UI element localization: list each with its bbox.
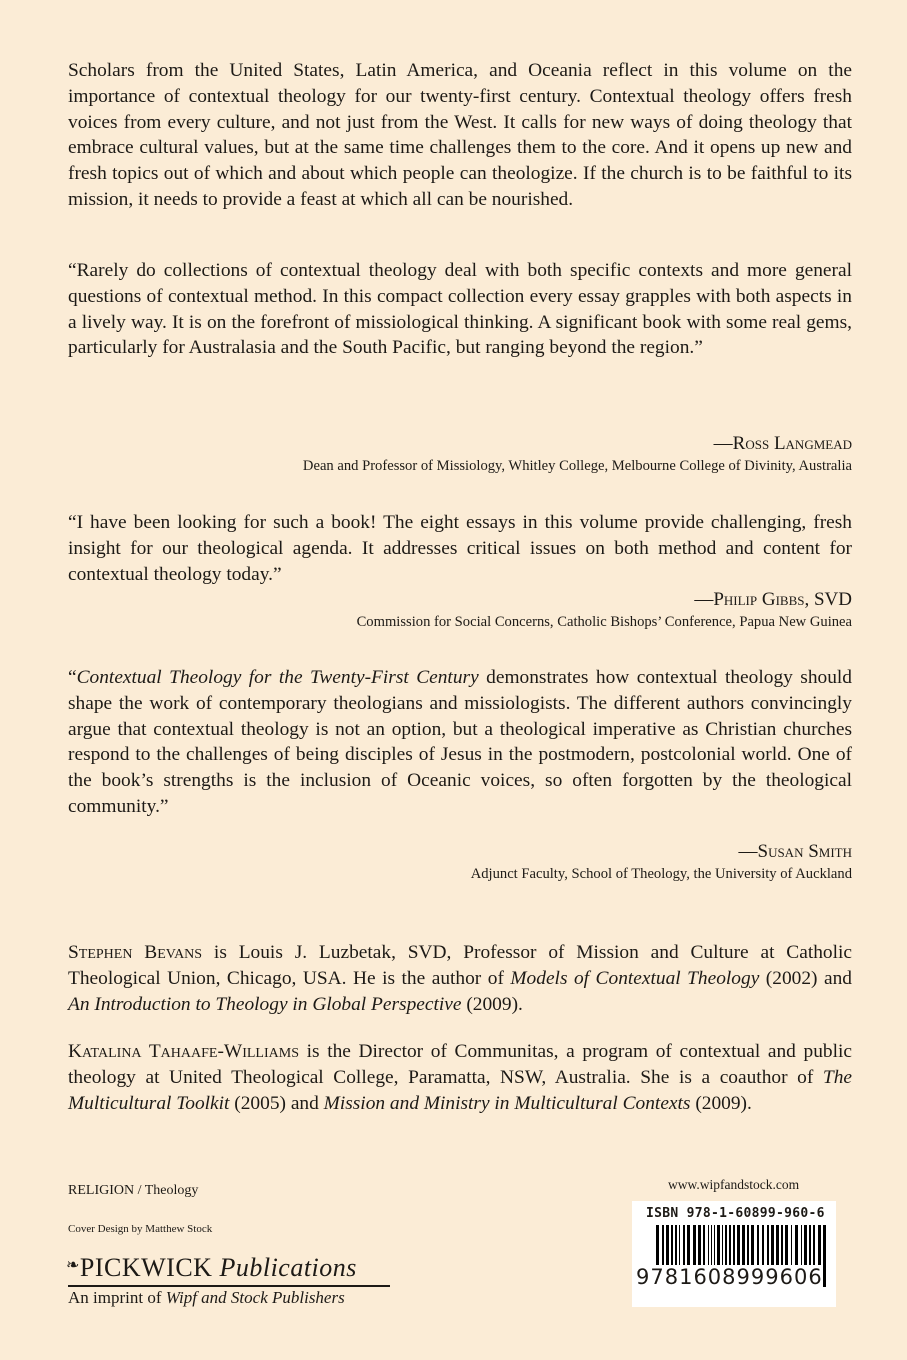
author-name: Katalina Tahaafe-Williams [68, 1041, 299, 1062]
endorser-name: —Philip Gibbs, SVD [694, 589, 852, 610]
category-label: RELIGION / Theology [68, 1183, 199, 1198]
leaf-icon: ❧ [66, 1257, 80, 1274]
barcode-digits [636, 1265, 823, 1289]
endorser-affiliation: Adjunct Faculty, School of Theology, the University of Auckland [470, 866, 852, 882]
bio-text: (2009). [690, 1092, 752, 1114]
book-description: Scholars from the United States, Latin America, and Oceania reflect in this volume on the importance of contextual theology for our twenty-first century. Contextual theology offers fresh voices from every culture, and not just from the West. It calls for new ways of doing theology that embrace cultural values, but at the same time challenges them to the core. And it opens up new and fresh topics out of which and about which people can theologize. If the church is to be faithful to its mission, it needs to provide a feast at which all can be nourished. [68, 60, 852, 210]
bio-text: (2005) and [229, 1092, 324, 1114]
publisher-name: PICKWICK [79, 1253, 213, 1282]
endorser-name: —Susan Smith [738, 841, 852, 862]
endorser-affiliation: Dean and Professor of Missiology, Whitley College, Melbourne College of Divinity, Australia [302, 458, 852, 474]
book-title: An Introduction to Theology in Global Perspective [68, 993, 462, 1015]
endorsement-attribution [471, 840, 852, 884]
endorsement-quote [68, 665, 852, 820]
bio-text: is Louis J. Luzbetak, SVD, Professor of Mission and Culture at Catholic Theological Union, Chicago, USA. He is the author of [68, 942, 853, 989]
author-bio [68, 940, 852, 1017]
book-title: The Multicultural Toolkit [68, 1066, 852, 1114]
author-name: Stephen Bevans [68, 942, 203, 963]
quote-text: demonstrates how contextual theology should shape the work of contemporary theologians and missiologists. The different authors convincingly argue that contextual theology is not an option, but a theological imperative as Christian churches respond to the challenges of being disciples of Jesus in the postmodern, postcolonial world. One of the book’s strengths is the inclusion of Oceanic voices, so often forgotten by the theological community.” [68, 667, 853, 817]
quote-mark: “ [68, 667, 77, 688]
book-title: Models of Contextual Theology [510, 967, 760, 989]
endorsement-attribution [357, 588, 852, 632]
barcode-number: 9781608999606 [636, 1265, 823, 1289]
endorsement-quote: “I have been looking for such a book! The eight essays in this volume provide challenging, fresh insight for our theological agenda. It addresses critical issues on both method and content for contextual theology today.” [68, 512, 852, 585]
publisher-url: www.wipfandstock.com [668, 1177, 800, 1192]
book-title: Mission and Ministry in Multicultural Contexts [323, 1092, 691, 1114]
cover-credit: Cover Design by Matthew Stock [68, 1223, 213, 1235]
publisher-name-italic: Publications [219, 1253, 357, 1282]
author-bio [68, 1039, 852, 1116]
bio-text: is the Director of Communitas, a program of contextual and public theology at United Theological College, Paramatta, NSW, Australia. She is a coauthor of [68, 1041, 852, 1088]
divider [68, 1285, 390, 1287]
barcode [632, 1201, 836, 1307]
barcode-bar [823, 1225, 826, 1287]
imprint-line [68, 1288, 345, 1308]
endorsement-attribution [303, 432, 852, 476]
endorser-name: —Ross Langmead [713, 433, 852, 454]
book-title: Contextual Theology for the Twenty-First Century [76, 667, 479, 688]
endorser-affiliation: Commission for Social Concerns, Catholic Bishops’ Conference, Papua New Guinea [356, 614, 852, 630]
bio-text: (2002) and [759, 967, 852, 989]
publisher-logo [66, 1253, 357, 1283]
isbn-text: ISBN 978-1-60899-960-6 [646, 1206, 825, 1221]
bio-text: (2009). [461, 993, 523, 1015]
imprint-text: An imprint of [68, 1288, 166, 1307]
imprint-publisher: Wipf and Stock Publishers [165, 1288, 345, 1307]
endorsement-quote: “Rarely do collections of contextual theology deal with both specific contexts and more general questions of contextual method. In this compact collection every essay grapples with both aspects in a lively way. It is on the forefront of missiological thinking. A significant book with some real gems, particularly for Australasia and the South Pacific, but ranging beyond the region.” [68, 260, 852, 359]
